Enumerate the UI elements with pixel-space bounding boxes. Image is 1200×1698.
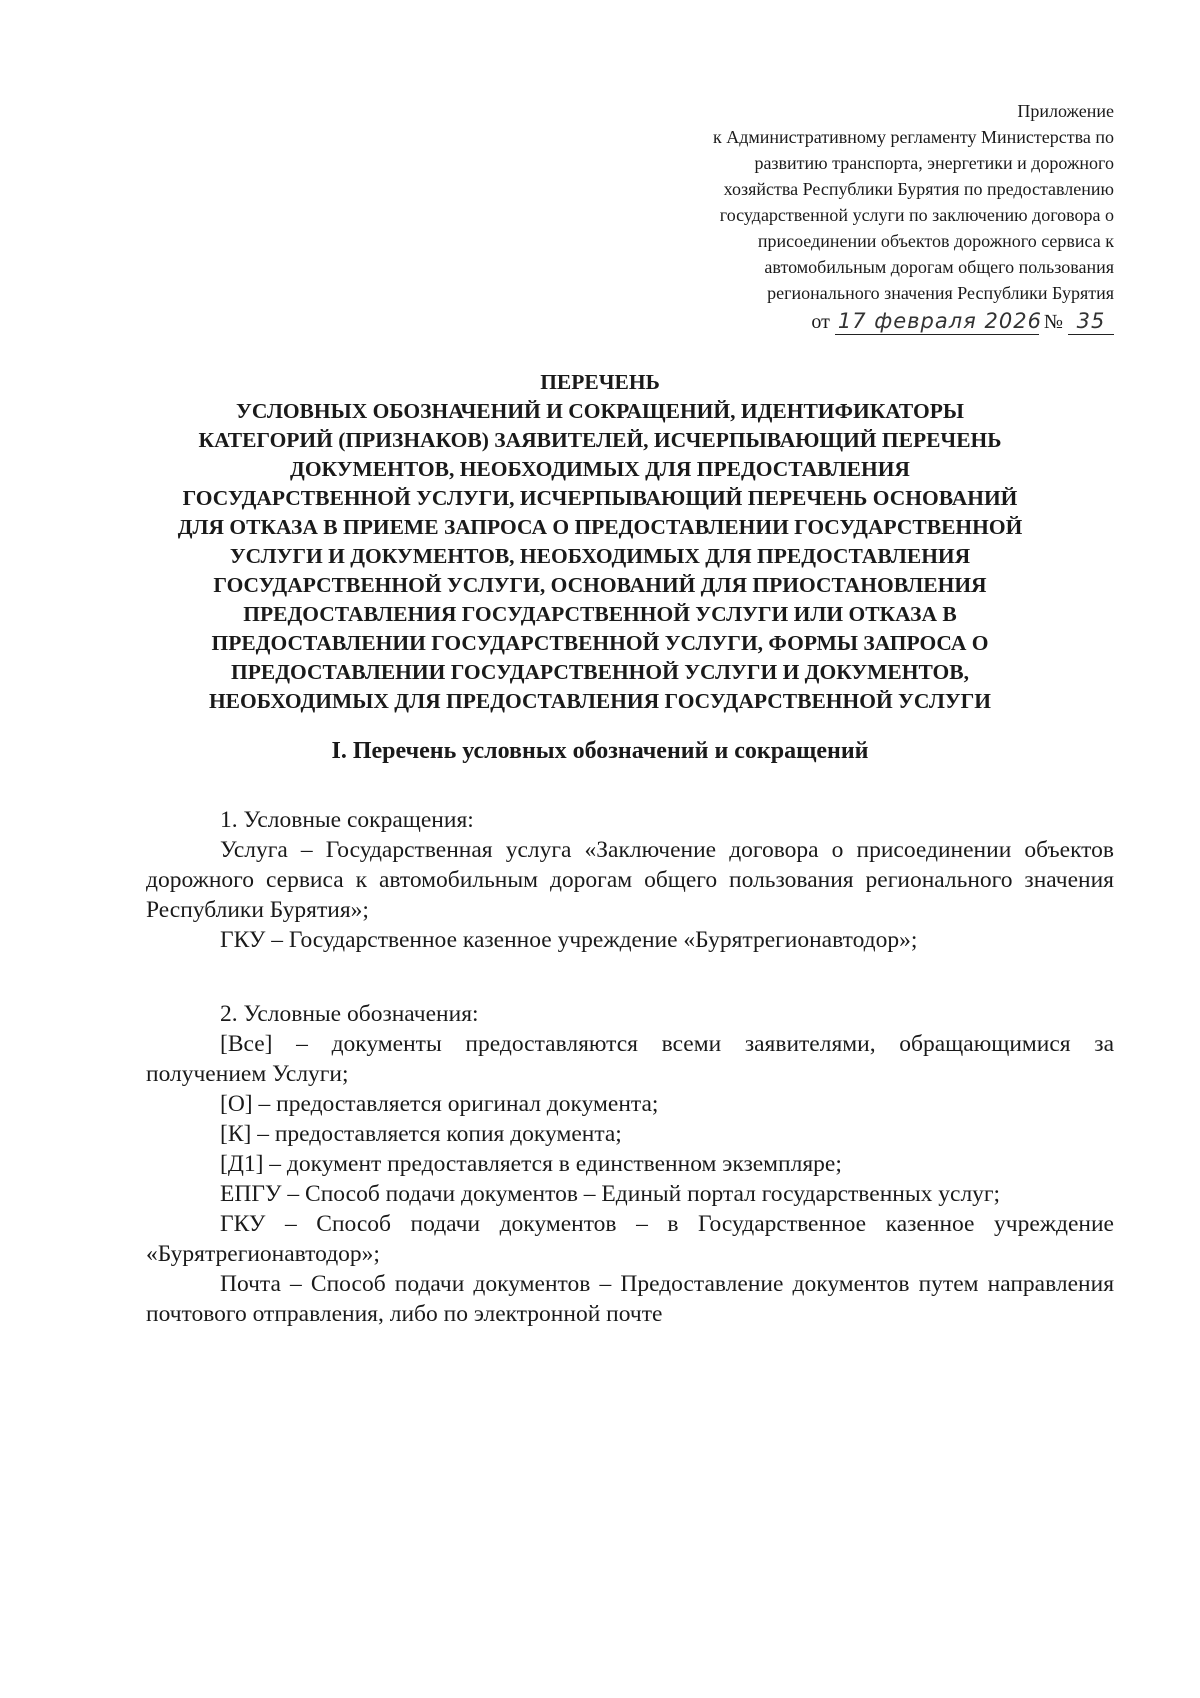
designation-item: [К] – предоставляется копия документа; bbox=[220, 1121, 622, 1147]
designation-item: [О] – предоставляется оригинал документа; bbox=[220, 1091, 659, 1117]
appendix-line: регионального значения Республики Бурятия bbox=[767, 283, 1114, 303]
appendix-line: автомобильным дорогам общего пользования bbox=[764, 257, 1114, 277]
title-line: УСЛУГИ И ДОКУМЕНТОВ, НЕОБХОДИМЫХ ДЛЯ ПРЕДОСТАВЛЕНИЯ bbox=[229, 544, 971, 568]
handwritten-number: 35 bbox=[1068, 308, 1114, 335]
designation-item: [Д1] – документ предоставляется в единственном экземпляре; bbox=[220, 1151, 842, 1177]
title-line: ДЛЯ ОТКАЗА В ПРИЕМЕ ЗАПРОСА О ПРЕДОСТАВЛЕНИИ ГОСУДАРСТВЕННОЙ bbox=[177, 515, 1023, 539]
designation-item: [Все] – документы предоставляются всеми заявителями, обращающимися за получением Услуги; bbox=[146, 1031, 1114, 1087]
date-prefix: от bbox=[811, 311, 830, 333]
appendix-line: Приложение bbox=[1017, 101, 1114, 121]
title-line: ГОСУДАРСТВЕННОЙ УСЛУГИ, ОСНОВАНИЙ ДЛЯ ПРИОСТАНОВЛЕНИЯ bbox=[213, 573, 987, 597]
abbreviation-item: ГКУ – Государственное казенное учреждение «Бурятрегионавтодор»; bbox=[220, 927, 918, 953]
title-line: УСЛОВНЫХ ОБОЗНАЧЕНИЙ И СОКРАЩЕНИЙ, ИДЕНТИФИКАТОРЫ bbox=[236, 399, 964, 423]
designation-item: ГКУ – Способ подачи документов – в Государственное казенное учреждение «Бурятрегионавтодор»; bbox=[146, 1211, 1114, 1267]
appendix-line: присоединении объектов дорожного сервиса к bbox=[757, 231, 1114, 251]
appendix-line: хозяйства Республики Бурятия по предоставлению bbox=[723, 179, 1114, 199]
title-line: ПРЕДОСТАВЛЕНИИ ГОСУДАРСТВЕННОЙ УСЛУГИ, ФОРМЫ ЗАПРОСА О bbox=[211, 631, 989, 655]
section-body bbox=[146, 805, 1114, 1329]
title-line: ПРЕДОСТАВЛЕНИЯ ГОСУДАРСТВЕННОЙ УСЛУГИ ИЛИ ОТКАЗА В bbox=[243, 602, 957, 626]
abbreviation-item: Услуга – Государственная услуга «Заключение договора о присоединении объектов дорожного сервиса к автомобильным дорогам общего пользования регионального значения Республики Бурятия»; bbox=[146, 837, 1114, 923]
designations-label: 2. Условные обозначения: bbox=[220, 1001, 479, 1027]
title-line: НЕОБХОДИМЫХ ДЛЯ ПРЕДОСТАВЛЕНИЯ ГОСУДАРСТВЕННОЙ УСЛУГИ bbox=[208, 689, 992, 713]
title-line: ГОСУДАРСТВЕННОЙ УСЛУГИ, ИСЧЕРПЫВАЮЩИЙ ПЕРЕЧЕНЬ ОСНОВАНИЙ bbox=[182, 486, 1018, 510]
appendix-line: к Административному регламенту Министерства по bbox=[712, 127, 1114, 147]
number-label: № bbox=[1043, 311, 1063, 333]
paragraph-gap bbox=[146, 955, 1114, 999]
section-heading: I. Перечень условных обозначений и сокращений bbox=[331, 738, 869, 764]
title-line: ПЕРЕЧЕНЬ bbox=[540, 370, 660, 394]
appendix-header bbox=[554, 98, 1114, 335]
title-line: КАТЕГОРИЙ (ПРИЗНАКОВ) ЗАЯВИТЕЛЕЙ, ИСЧЕРПЫВАЮЩИЙ ПЕРЕЧЕНЬ bbox=[198, 428, 1002, 452]
appendix-line: развитию транспорта, энергетики и дорожного bbox=[754, 153, 1114, 173]
designation-item: ЕПГУ – Способ подачи документов – Единый портал государственных услуг; bbox=[220, 1181, 1001, 1207]
title-line: ПРЕДОСТАВЛЕНИИ ГОСУДАРСТВЕННОЙ УСЛУГИ И ДОКУМЕНТОВ, bbox=[231, 660, 969, 684]
title-line: ДОКУМЕНТОВ, НЕОБХОДИМЫХ ДЛЯ ПРЕДОСТАВЛЕНИЯ bbox=[290, 457, 910, 481]
abbreviations-label: 1. Условные сокращения: bbox=[220, 807, 474, 833]
appendix-line: государственной услуги по заключению договора о bbox=[719, 205, 1114, 225]
document-title bbox=[100, 368, 1100, 716]
designation-item: Почта – Способ подачи документов – Предоставление документов путем направления почтового отправления, либо по электронной почте bbox=[146, 1271, 1114, 1327]
handwritten-date: 17 февраля 2026 bbox=[835, 308, 1039, 335]
date-row bbox=[554, 308, 1114, 335]
